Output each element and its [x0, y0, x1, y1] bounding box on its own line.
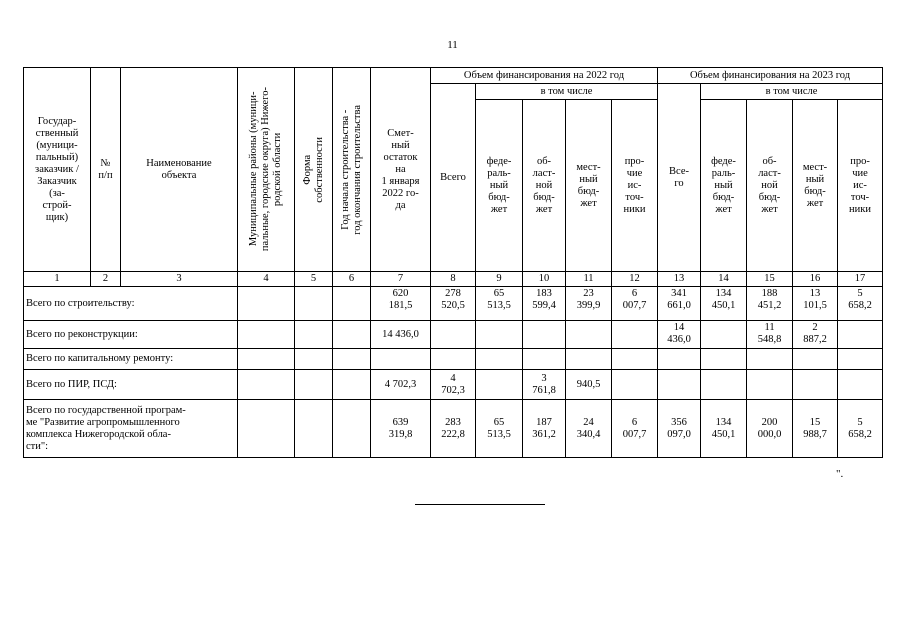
header-years: Год начала строительства - год окончания строительства — [333, 68, 371, 272]
empty-cell — [238, 400, 295, 458]
value-cell — [612, 321, 658, 349]
col-number: 12 — [612, 272, 658, 287]
empty-cell — [333, 287, 371, 321]
col-number: 8 — [431, 272, 476, 287]
value-cell — [658, 370, 701, 400]
header-customer: Государ- ственный (муници- пальный) заказчик / Заказчик (за- строй- щик) — [24, 68, 91, 272]
value-cell: 5 658,2 — [838, 287, 883, 321]
value-cell — [566, 349, 612, 370]
value-cell: 11 548,8 — [747, 321, 793, 349]
value-cell — [747, 370, 793, 400]
empty-cell — [238, 287, 295, 321]
value-cell — [476, 321, 523, 349]
value-cell — [793, 349, 838, 370]
header-num: № п/п — [91, 68, 121, 272]
header-local-2023: мест- ный бюд- жет — [793, 100, 838, 272]
value-cell: 183 599,4 — [523, 287, 566, 321]
value-cell: 3 761,8 — [523, 370, 566, 400]
header-balance: Смет- ный остаток на 1 января 2022 го- да — [371, 68, 431, 272]
row-label: Всего по ПИР, ПСД: — [24, 370, 238, 400]
header-federal-2023: феде- раль- ный бюд- жет — [701, 100, 747, 272]
value-cell: 188 451,2 — [747, 287, 793, 321]
table-row — [24, 349, 883, 370]
value-cell — [476, 370, 523, 400]
empty-cell — [333, 400, 371, 458]
value-cell — [701, 349, 747, 370]
value-cell — [476, 349, 523, 370]
value-cell — [701, 370, 747, 400]
col-number: 9 — [476, 272, 523, 287]
header-including-2023: в том числе — [701, 84, 883, 100]
value-cell: 283 222,8 — [431, 400, 476, 458]
value-cell: 14 436,0 — [371, 321, 431, 349]
value-cell: 23 399,9 — [566, 287, 612, 321]
value-cell: 2 887,2 — [793, 321, 838, 349]
header-including-2022: в том числе — [476, 84, 658, 100]
value-cell: 341 661,0 — [658, 287, 701, 321]
table-row — [24, 321, 883, 349]
value-cell: 620 181,5 — [371, 287, 431, 321]
empty-cell — [238, 370, 295, 400]
header-ownership: Форма собственности — [295, 68, 333, 272]
value-cell: 4 702,3 — [431, 370, 476, 400]
empty-cell — [333, 349, 371, 370]
empty-cell — [238, 321, 295, 349]
value-cell: 940,5 — [566, 370, 612, 400]
empty-cell — [238, 349, 295, 370]
value-cell: 134 450,1 — [701, 400, 747, 458]
value-cell: 13 101,5 — [793, 287, 838, 321]
col-number: 11 — [566, 272, 612, 287]
value-cell — [612, 370, 658, 400]
header-total-2023: Все- го — [658, 84, 701, 272]
header-local-2022: мест- ный бюд- жет — [566, 100, 612, 272]
col-number: 16 — [793, 272, 838, 287]
value-cell: 65 513,5 — [476, 287, 523, 321]
col-number: 6 — [333, 272, 371, 287]
col-number: 10 — [523, 272, 566, 287]
header-fin-2023: Объем финансирования на 2023 год — [658, 68, 883, 84]
value-cell: 24 340,4 — [566, 400, 612, 458]
value-cell: 356 097,0 — [658, 400, 701, 458]
row-label: Всего по реконструкции: — [24, 321, 238, 349]
column-number-row — [24, 272, 883, 287]
col-number: 15 — [747, 272, 793, 287]
row-label: Всего по капитальному ремонту: — [24, 349, 238, 370]
value-cell — [658, 349, 701, 370]
col-number: 14 — [701, 272, 747, 287]
value-cell: 639 319,8 — [371, 400, 431, 458]
empty-cell — [295, 400, 333, 458]
table-row — [24, 370, 883, 400]
financing-table — [23, 67, 883, 458]
header-districts: Муниципальные районы (муници- пальные, городские округа) Нижего- родской области — [238, 68, 295, 272]
empty-cell — [295, 287, 333, 321]
value-cell: 134 450,1 — [701, 287, 747, 321]
header-regional-2023: об- ласт- ной бюд- жет — [747, 100, 793, 272]
row-label: Всего по строительству: — [24, 287, 238, 321]
col-number: 13 — [658, 272, 701, 287]
col-number: 7 — [371, 272, 431, 287]
col-number: 5 — [295, 272, 333, 287]
empty-cell — [295, 321, 333, 349]
col-number: 17 — [838, 272, 883, 287]
value-cell — [566, 321, 612, 349]
value-cell: 65 513,5 — [476, 400, 523, 458]
empty-cell — [295, 370, 333, 400]
header-object-name: Наименование объекта — [121, 68, 238, 272]
value-cell — [701, 321, 747, 349]
header-fin-2022: Объем финансирования на 2022 год — [431, 68, 658, 84]
value-cell — [747, 349, 793, 370]
header-other-2023: про- чие ис- точ- ники — [838, 100, 883, 272]
col-number: 4 — [238, 272, 295, 287]
value-cell: 200 000,0 — [747, 400, 793, 458]
row-label: Всего по государственной програм- ме "Развитие агропромышленного комплекса Нижегородской обла- сти": — [24, 400, 238, 458]
table-row — [24, 287, 883, 321]
header-other-2022: про- чие ис- точ- ники — [612, 100, 658, 272]
page-number: 11 — [447, 39, 458, 51]
header-regional-2022: об- ласт- ной бюд- жет — [523, 100, 566, 272]
value-cell — [431, 321, 476, 349]
value-cell — [838, 370, 883, 400]
header-federal-2022: феде- раль- ный бюд- жет — [476, 100, 523, 272]
value-cell — [793, 370, 838, 400]
value-cell: 6 007,7 — [612, 400, 658, 458]
value-cell: 6 007,7 — [612, 287, 658, 321]
value-cell — [838, 349, 883, 370]
value-cell: 14 436,0 — [658, 321, 701, 349]
header-total-2022: Всего — [431, 84, 476, 272]
empty-cell — [295, 349, 333, 370]
closing-quote-mark: ". — [836, 468, 844, 480]
value-cell — [431, 349, 476, 370]
value-cell: 5 658,2 — [838, 400, 883, 458]
value-cell: 278 520,5 — [431, 287, 476, 321]
empty-cell — [333, 370, 371, 400]
col-number: 1 — [24, 272, 91, 287]
value-cell: 187 361,2 — [523, 400, 566, 458]
value-cell — [612, 349, 658, 370]
value-cell: 15 988,7 — [793, 400, 838, 458]
separator-line — [415, 504, 545, 505]
table-row — [24, 400, 883, 458]
value-cell — [371, 349, 431, 370]
value-cell — [523, 349, 566, 370]
empty-cell — [333, 321, 371, 349]
value-cell: 4 702,3 — [371, 370, 431, 400]
col-number: 3 — [121, 272, 238, 287]
value-cell — [523, 321, 566, 349]
value-cell — [838, 321, 883, 349]
col-number: 2 — [91, 272, 121, 287]
